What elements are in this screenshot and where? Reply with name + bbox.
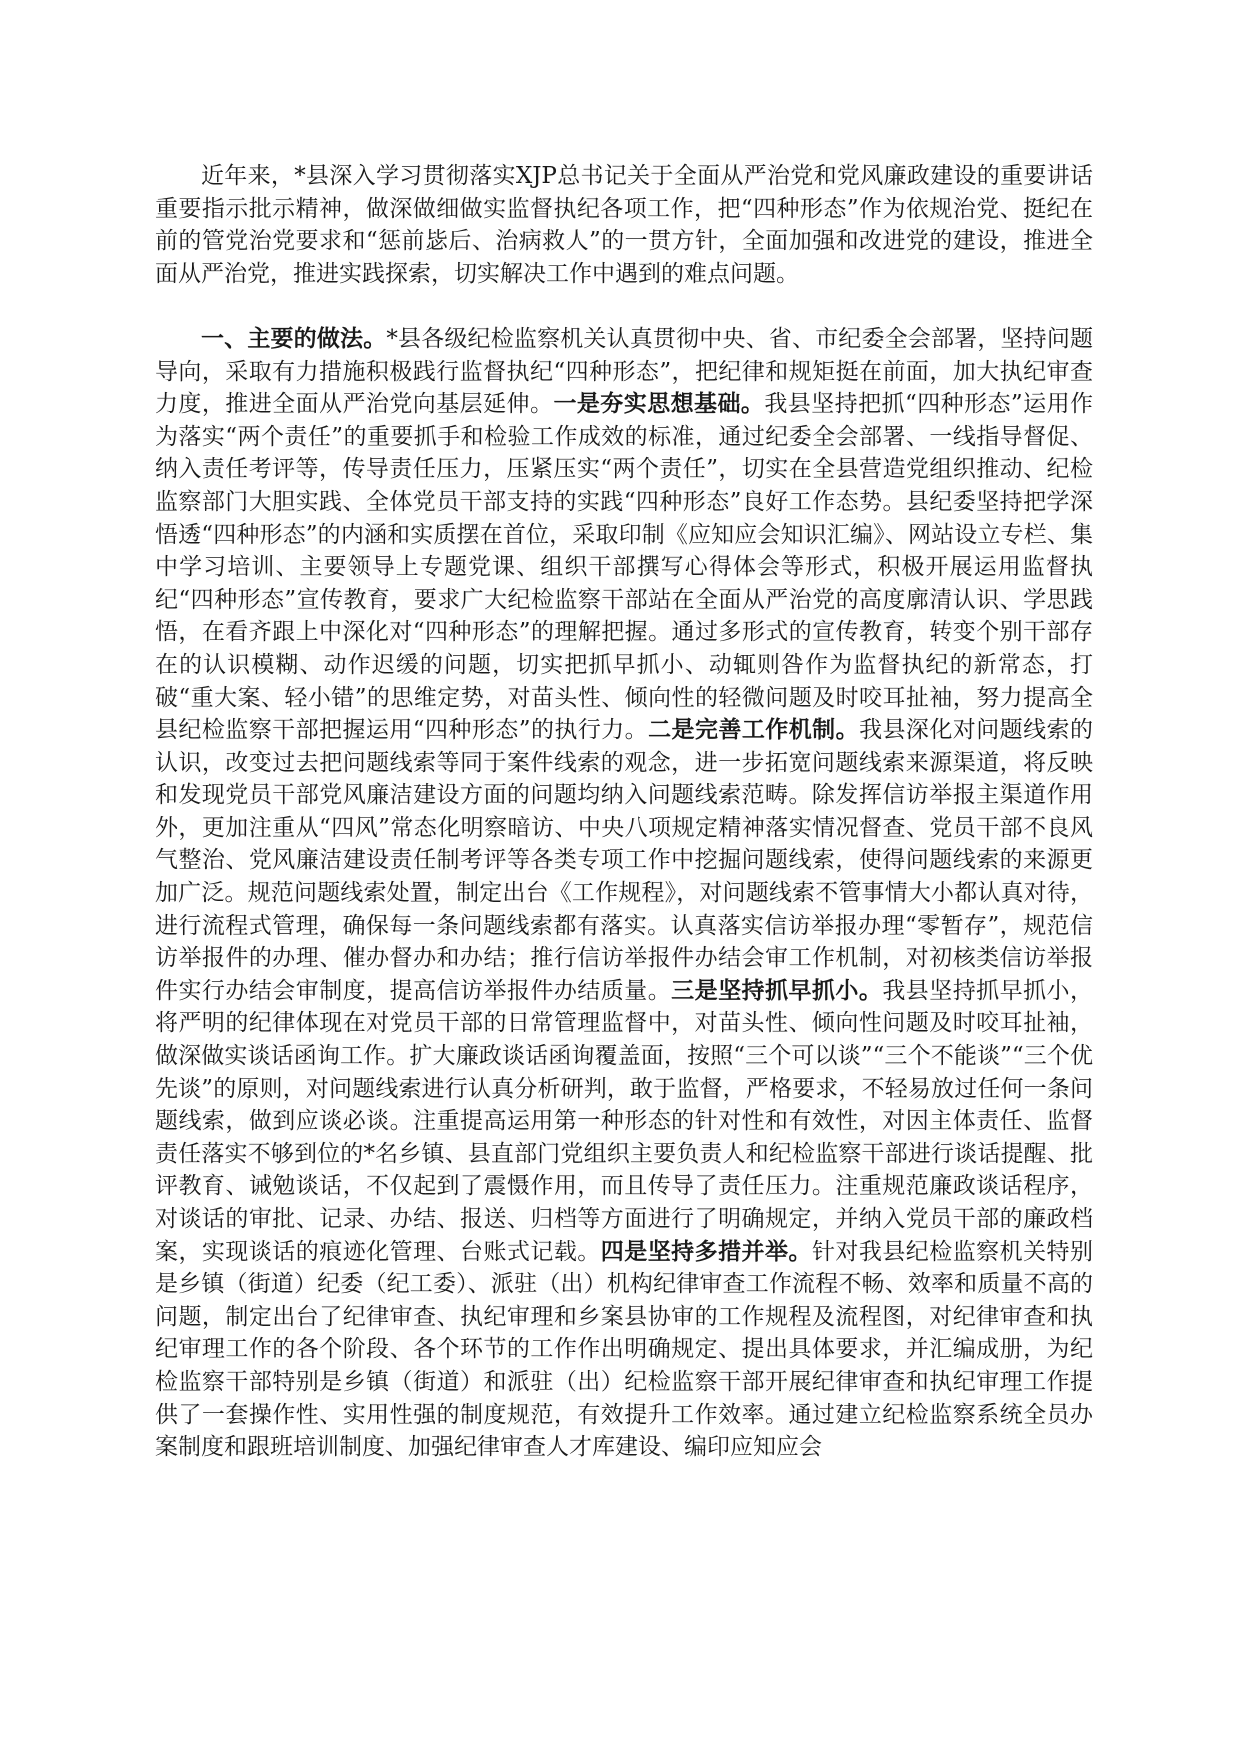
point-4-title: 四是坚持多措并举。 <box>600 1237 812 1265</box>
point-3-title: 三是坚持抓早抓小。 <box>671 976 883 1004</box>
point-1-title: 一是夯实思想基础。 <box>553 390 765 418</box>
point-2-title: 二是完善工作机制。 <box>648 716 860 744</box>
point-1-text: 我县坚持把抓“四种形态”运用作为落实“两个责任”的重要抓手和检验工作成效的标准，通过纪委全会部署、一线指导督促、纳入责任考评等，传导责任压力，压紧压实“两个责任”，切实在全县营造党组织推动、纪检监察部门大胆实践、全体党员干部支持的实践“四种形态”良好工作态势。县纪委坚持把学深悟透“四种形态”的内涵和实质摆在首位，采取印制《应知应会知识汇编》、网站设立专栏、集中学习培训、主要领导上专题党课、组织干部撰写心得体会等形式，积极开展运用监督执纪“四种形态”宣传教育，要求广大纪检监察干部站在全面从严治党的高度廓清认识、学思践悟，在看齐跟上中深化对“四种形态”的理解把握。通过多形式的宣传教育，转变个别干部存在的认识模糊、动作迟缓的问题，切实把抓早抓小、动辄则咎作为监督执纪的新常态，打破“重大案、轻小错”的思维定势，对苗头性、倾向性的轻微问题及时咬耳扯袖，努力提高全县纪检监察干部把握运用“四种形态”的执行力。 <box>155 391 1094 744</box>
intro-text: 近年来，*县深入学习贯彻落实XJP总书记关于全面从严治党和党风廉政建设的重要讲话重要指示批示精神，做深做细做实监督执纪各项工作，把“四种形态”作为依规治党、挺纪在前的管党治党要求和“惩前毖后、治病救人”的一贯方针，全面加强和改进党的建设，推进全面从严治党，推进实践探索，切实解决工作中遇到的难点问题。 <box>155 163 1093 287</box>
intro-paragraph <box>155 160 1093 290</box>
point-3-text: 我县坚持抓早抓小，将严明的纪律体现在对党员干部的日常管理监督中，对苗头性、倾向性问题及时咬耳扯袖，做深做实谈话函询工作。扩大廉政谈话函询覆盖面，按照“三个可以谈”“三个不能谈”“三个优先谈”的原则，对问题线索进行认真分析研判，敢于监督，严格要求，不轻易放过任何一条问题线索，做到应谈必谈。注重提高运用第一种形态的针对性和有效性，对因主体责任、监督责任落实不够到位的*名乡镇、县直部门党组织主要负责人和纪检监察干部进行谈话提醒、批评教育、诫勉谈话，不仅起到了震慑作用，而且传导了责任压力。注重规范廉政谈话程序，对谈话的审批、记录、办结、报送、归档等方面进行了明确规定，并纳入党员干部的廉政档案，实现谈话的痕迹化管理、台账式记载。 <box>155 977 1094 1265</box>
point-4-text: 针对我县纪检监察机关特别是乡镇（街道）纪委（纪工委）、派驻（出）机构纪律审查工作流程不畅、效率和质量不高的问题，制定出台了纪律审查、执纪审理和乡案县协审的工作规程及流程图，对纪律审查和执纪审理工作的各个阶段、各个环节的工作作出明确规定、提出具体要求，并汇编成册，为纪检监察干部特别是乡镇（街道）和派驻（出）纪检监察干部开展纪律审查和执纪审理工作提供了一套操作性、实用性强的制度规范，有效提升工作效率。通过建立纪检监察系统全员办案制度和跟班培训制度、加强纪律审查人才库建设、编印应知应会 <box>155 1238 1094 1461</box>
section-1-heading: 一、主要的做法。 <box>201 324 387 352</box>
document-body <box>155 160 1093 1464</box>
section-1-paragraph <box>155 323 1093 1464</box>
section-1-lead: *县各级纪检监察机关认真贯彻中央、省、市纪委全会部署，坚持问题导向，采取有力措施积极践行监督执纪“四种形态”，把纪律和规矩挺在前面，加大执纪审查力度，推进全面从严治党向基层延伸。 <box>155 325 1094 418</box>
point-2-text: 我县深化对问题线索的认识，改变过去把问题线索等同于案件线索的观念，进一步拓宽问题线索来源渠道，将反映和发现党员干部党风廉洁建设方面的问题均纳入问题线索范畴。除发挥信访举报主渠道作用外，更加注重从“四风”常态化明察暗访、中央八项规定精神落实情况督查、党员干部不良风气整治、党风廉洁建设责任制考评等各类专项工作中挖掘问题线索，使得问题线索的来源更加广泛。规范问题线索处置，制定出台《工作规程》，对问题线索不管事情大小都认真对待，进行流程式管理，确保每一条问题线索都有落实。认真落实信访举报办理“零暂存”，规范信访举报件的办理、催办督办和办结；推行信访举报件办结会审工作机制，对初核类信访举报件实行办结会审制度，提高信访举报件办结质量。 <box>155 717 1093 1004</box>
